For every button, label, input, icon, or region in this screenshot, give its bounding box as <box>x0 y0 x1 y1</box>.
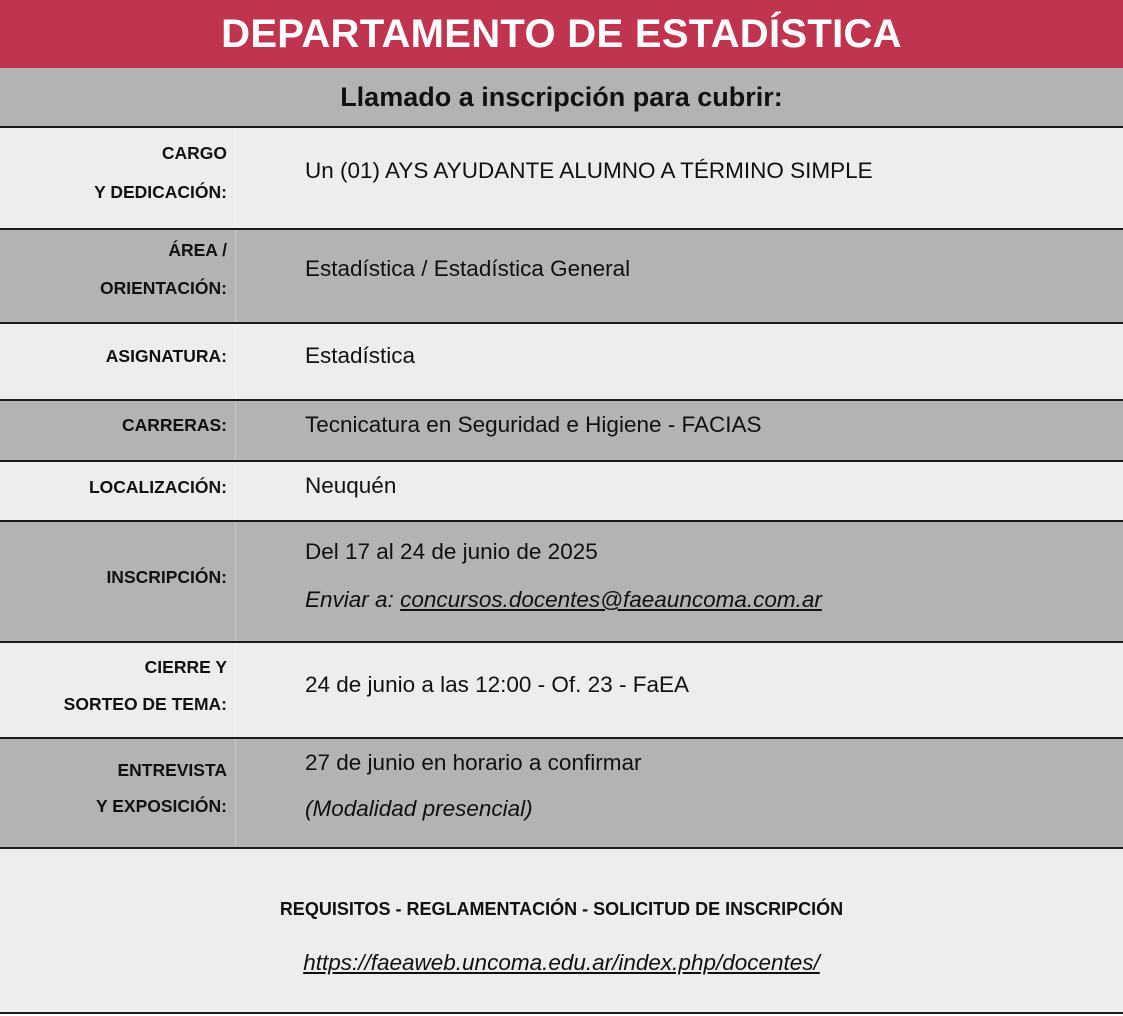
row-area <box>0 230 1123 324</box>
label-line: Y DEDICACIÓN: <box>94 182 227 202</box>
send-prefix: Enviar a: <box>305 587 394 612</box>
label-line: ORIENTACIÓN: <box>99 278 227 298</box>
label-line: INSCRIPCIÓN: <box>106 567 227 587</box>
call-subheader <box>0 68 1123 128</box>
row-label <box>0 462 236 520</box>
row-carreras <box>0 401 1123 462</box>
cierre-value: 24 de junio a las 12:00 - Of. 23 - FaEA <box>305 672 689 697</box>
modalidad-note: (Modalidad presencial) <box>305 796 533 821</box>
label-line: CIERRE Y <box>144 657 227 677</box>
row-label <box>0 324 236 399</box>
docentes-link[interactable]: https://faeaweb.uncoma.edu.ar/index.php/docentes/ <box>303 950 820 975</box>
row-label <box>0 230 236 322</box>
department-header <box>0 0 1123 68</box>
label-line: CARGO <box>161 143 227 163</box>
area-value: Estadística / Estadística General <box>305 256 631 281</box>
docentes-url <box>0 950 1123 976</box>
department-title: DEPARTAMENTO DE ESTADÍSTICA <box>221 11 902 56</box>
send-to-line <box>305 587 822 613</box>
label-line: ENTREVISTA <box>117 760 227 780</box>
label-line: LOCALIZACIÓN: <box>88 477 227 497</box>
cargo-value: Un (01) AYS AYUDANTE ALUMNO A TÉRMINO SIMPLE <box>305 158 873 183</box>
row-cargo <box>0 128 1123 230</box>
row-label <box>0 522 236 641</box>
label-line: ASIGNATURA: <box>105 346 227 366</box>
requirements-text: REQUISITOS - REGLAMENTACIÓN - SOLICITUD DE INSCRIPCIÓN <box>279 899 844 919</box>
label-line: CARRERAS: <box>122 415 227 435</box>
entrevista-value: 27 de junio en horario a confirmar <box>305 750 642 775</box>
localizacion-value: Neuquén <box>305 473 397 498</box>
label-line: ÁREA / <box>168 240 227 260</box>
row-cierre <box>0 643 1123 739</box>
row-inscripcion <box>0 522 1123 643</box>
call-subtitle: Llamado a inscripción para cubrir: <box>340 81 783 112</box>
row-entrevista <box>0 739 1123 849</box>
row-label <box>0 643 236 737</box>
email-link[interactable]: concursos.docentes@faeauncoma.com.ar <box>400 587 822 612</box>
inscripcion-value: Del 17 al 24 de junio de 2025 <box>305 539 598 564</box>
requirements-footer <box>0 849 1123 1014</box>
label-line: Y EXPOSICIÓN: <box>96 796 227 816</box>
asignatura-value: Estadística <box>305 343 416 368</box>
row-label <box>0 128 236 228</box>
row-asignatura <box>0 324 1123 401</box>
carreras-value: Tecnicatura en Seguridad e Higiene - FACIAS <box>305 412 762 437</box>
row-label <box>0 739 236 847</box>
row-label <box>0 401 236 460</box>
label-line: SORTEO DE TEMA: <box>63 694 227 714</box>
row-localizacion <box>0 462 1123 522</box>
